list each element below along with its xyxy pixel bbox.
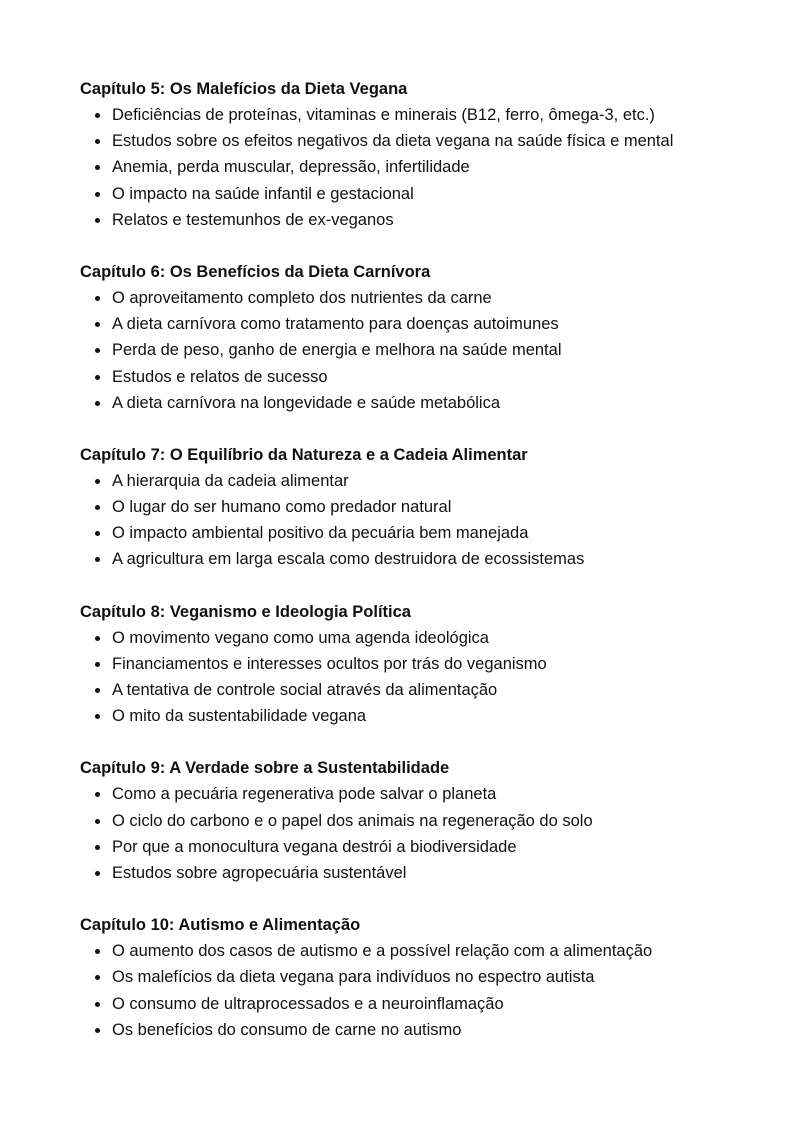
bullet-icon xyxy=(95,792,100,797)
list-item-text: O mito da sustentabilidade vegana xyxy=(112,707,367,726)
bullet-icon xyxy=(95,531,100,536)
list-item-text: O aumento dos casos de autismo e a possível relação com a alimentação xyxy=(112,942,653,961)
chapter-title: Capítulo 6: Os Benefícios da Dieta Carnívora xyxy=(80,262,431,281)
bullet-icon xyxy=(95,636,100,641)
list-item xyxy=(80,364,760,390)
chapter-title: Capítulo 7: O Equilíbrio da Natureza e a Cadeia Alimentar xyxy=(80,445,528,464)
list-item-text: Financiamentos e interesses ocultos por trás do veganismo xyxy=(112,654,547,673)
chapter-items xyxy=(80,285,760,416)
list-item-text: O impacto na saúde infantil e gestacional xyxy=(112,184,414,203)
bullet-icon xyxy=(95,1028,100,1033)
list-item xyxy=(80,964,760,990)
list-item xyxy=(80,625,760,651)
chapter-items xyxy=(80,625,760,730)
list-item xyxy=(80,703,760,729)
bullet-icon xyxy=(95,845,100,850)
chapter-items xyxy=(80,781,760,886)
bullet-icon xyxy=(95,113,100,118)
bullet-icon xyxy=(95,819,100,824)
list-item xyxy=(80,311,760,337)
list-item xyxy=(80,808,760,834)
list-item xyxy=(80,781,760,807)
list-item-text: Relatos e testemunhos de ex-veganos xyxy=(112,210,394,229)
bullet-icon xyxy=(95,505,100,510)
bullet-icon xyxy=(95,139,100,144)
bullet-icon xyxy=(95,322,100,327)
chapter-10 xyxy=(80,912,760,1043)
bullet-icon xyxy=(95,949,100,954)
chapter-title: Capítulo 8: Veganismo e Ideologia Política xyxy=(80,602,411,621)
list-item-text: A dieta carnívora na longevidade e saúde metabólica xyxy=(112,393,501,412)
list-item xyxy=(80,520,760,546)
list-item-text: Como a pecuária regenerativa pode salvar o planeta xyxy=(112,785,497,804)
bullet-icon xyxy=(95,401,100,406)
list-item-text: O aproveitamento completo dos nutrientes da carne xyxy=(112,288,492,307)
bullet-icon xyxy=(95,662,100,667)
list-item xyxy=(80,651,760,677)
bullet-icon xyxy=(95,218,100,223)
list-item xyxy=(80,468,760,494)
list-item-text: Deficiências de proteínas, vitaminas e minerais (B12, ferro, ômega-3, etc.) xyxy=(112,106,655,124)
document-page xyxy=(80,76,760,1069)
chapter-6 xyxy=(80,259,760,416)
list-item xyxy=(80,860,760,886)
list-item-text: Estudos sobre agropecuária sustentável xyxy=(112,863,407,882)
list-item-text: A dieta carnívora como tratamento para doenças autoimunes xyxy=(112,315,559,334)
chapter-items xyxy=(80,102,760,233)
list-item xyxy=(80,546,760,572)
bullet-icon xyxy=(95,688,100,693)
bullet-icon xyxy=(95,714,100,719)
bullet-icon xyxy=(95,165,100,170)
bullet-icon xyxy=(95,375,100,380)
bullet-icon xyxy=(95,192,100,197)
list-item-text: Perda de peso, ganho de energia e melhora na saúde mental xyxy=(112,341,562,360)
list-item-text: O movimento vegano como uma agenda ideológica xyxy=(112,628,489,647)
chapter-8 xyxy=(80,599,760,730)
list-item xyxy=(80,938,760,964)
chapter-title: Capítulo 9: A Verdade sobre a Sustentabilidade xyxy=(80,759,450,778)
chapter-title: Capítulo 5: Os Malefícios da Dieta Vegana xyxy=(80,80,408,98)
chapter-title: Capítulo 10: Autismo e Alimentação xyxy=(80,916,361,935)
list-item xyxy=(80,1017,760,1043)
list-item-text: Estudos e relatos de sucesso xyxy=(112,367,328,386)
list-item-text: Por que a monocultura vegana destrói a biodiversidade xyxy=(112,837,517,856)
list-item-text: O lugar do ser humano como predador natural xyxy=(112,498,452,517)
list-item xyxy=(80,677,760,703)
list-item-text: Estudos sobre os efeitos negativos da dieta vegana na saúde física e mental xyxy=(112,132,674,151)
bullet-icon xyxy=(95,1002,100,1007)
chapter-9 xyxy=(80,755,760,886)
list-item-text: A agricultura em larga escala como destruidora de ecossistemas xyxy=(112,550,585,569)
chapter-7 xyxy=(80,442,760,573)
bullet-icon xyxy=(95,296,100,301)
chapter-items xyxy=(80,938,760,1043)
list-item-text: Anemia, perda muscular, depressão, infertilidade xyxy=(112,158,470,177)
list-item-text: O consumo de ultraprocessados e a neuroinflamação xyxy=(112,994,504,1013)
bullet-icon xyxy=(95,871,100,876)
list-item xyxy=(80,390,760,416)
bullet-icon xyxy=(95,479,100,484)
bullet-icon xyxy=(95,975,100,980)
list-item-text: Os malefícios da dieta vegana para indivíduos no espectro autista xyxy=(112,968,595,987)
chapter-5 xyxy=(80,76,760,233)
list-item-text: O ciclo do carbono e o papel dos animais na regeneração do solo xyxy=(112,811,593,830)
list-item-text: O impacto ambiental positivo da pecuária bem manejada xyxy=(112,524,529,543)
list-item xyxy=(80,494,760,520)
list-item xyxy=(80,834,760,860)
list-item xyxy=(80,154,760,180)
list-item xyxy=(80,128,760,154)
list-item-text: A hierarquia da cadeia alimentar xyxy=(112,471,349,490)
list-item-text: Os benefícios do consumo de carne no autismo xyxy=(112,1020,462,1039)
list-item xyxy=(80,102,760,128)
chapter-items xyxy=(80,468,760,573)
list-item-text: A tentativa de controle social através da alimentação xyxy=(112,681,498,699)
list-item xyxy=(80,181,760,207)
bullet-icon xyxy=(95,557,100,562)
list-item xyxy=(80,991,760,1017)
bullet-icon xyxy=(95,348,100,353)
list-item xyxy=(80,337,760,363)
list-item xyxy=(80,285,760,311)
list-item xyxy=(80,207,760,233)
